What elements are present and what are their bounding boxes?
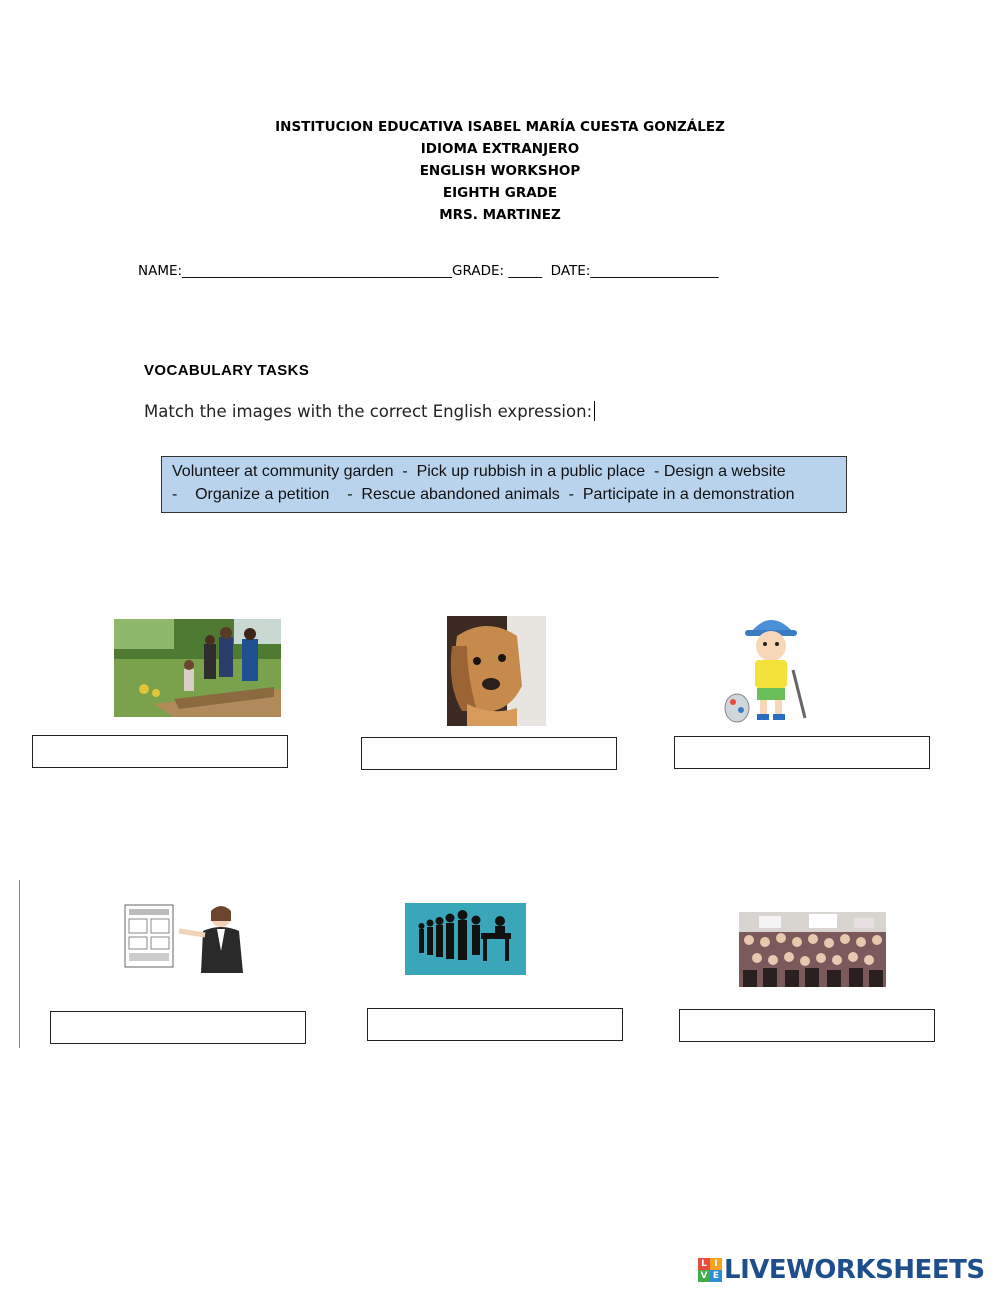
school-name: INSTITUCION EDUCATIVA ISABEL MARÍA CUESTA GONZÁLEZ xyxy=(275,119,725,135)
section-title: VOCABULARY TASKS xyxy=(144,362,310,379)
liveworksheets-brand xyxy=(698,1255,985,1285)
instruction-text xyxy=(144,401,595,421)
subject-name: IDIOMA EXTRANJERO xyxy=(420,141,580,157)
petition-queue-illustration xyxy=(405,903,526,975)
word-bank xyxy=(161,456,847,513)
demonstration-crowd-photo xyxy=(739,912,886,987)
student-info-line: NAME:________________________________________GRADE: _____ DATE:___________________ xyxy=(138,263,719,279)
answer-box-6[interactable] xyxy=(679,1009,935,1042)
grade-level: EIGHTH GRADE xyxy=(442,185,558,201)
dog-hug-photo xyxy=(447,616,546,726)
answer-box-4[interactable] xyxy=(50,1011,306,1044)
word-bank-line-1: Volunteer at community garden - Pick up rubbish in a public place - Design a website xyxy=(172,463,786,480)
web-designer-photo xyxy=(123,901,254,973)
instruction-label: Match the images with the correct English expression: xyxy=(144,402,593,421)
logo-letter-l: L xyxy=(698,1258,710,1270)
liveworksheets-logo-icon xyxy=(698,1258,722,1282)
answer-box-2[interactable] xyxy=(361,737,617,770)
teacher-name: MRS. MARTINEZ xyxy=(439,207,561,223)
liveworksheets-wordmark: LIVEWORKSHEETS xyxy=(724,1255,985,1285)
answer-box-3[interactable] xyxy=(674,736,930,769)
document-header xyxy=(0,116,1000,226)
word-bank-line-2: - Organize a petition - Rescue abandoned animals - Participate in a demonstration xyxy=(172,486,795,503)
workshop-title: ENGLISH WORKSHOP xyxy=(419,163,581,179)
answer-box-5[interactable] xyxy=(367,1008,623,1041)
text-cursor xyxy=(594,401,595,421)
page-divider xyxy=(19,880,20,1048)
boy-picking-rubbish-illustration xyxy=(723,610,820,724)
answer-box-1[interactable] xyxy=(32,735,288,768)
logo-letter-v: V xyxy=(698,1270,710,1282)
community-garden-photo xyxy=(114,619,281,717)
logo-letter-e: E xyxy=(710,1270,722,1282)
logo-letter-i: I xyxy=(710,1258,722,1270)
